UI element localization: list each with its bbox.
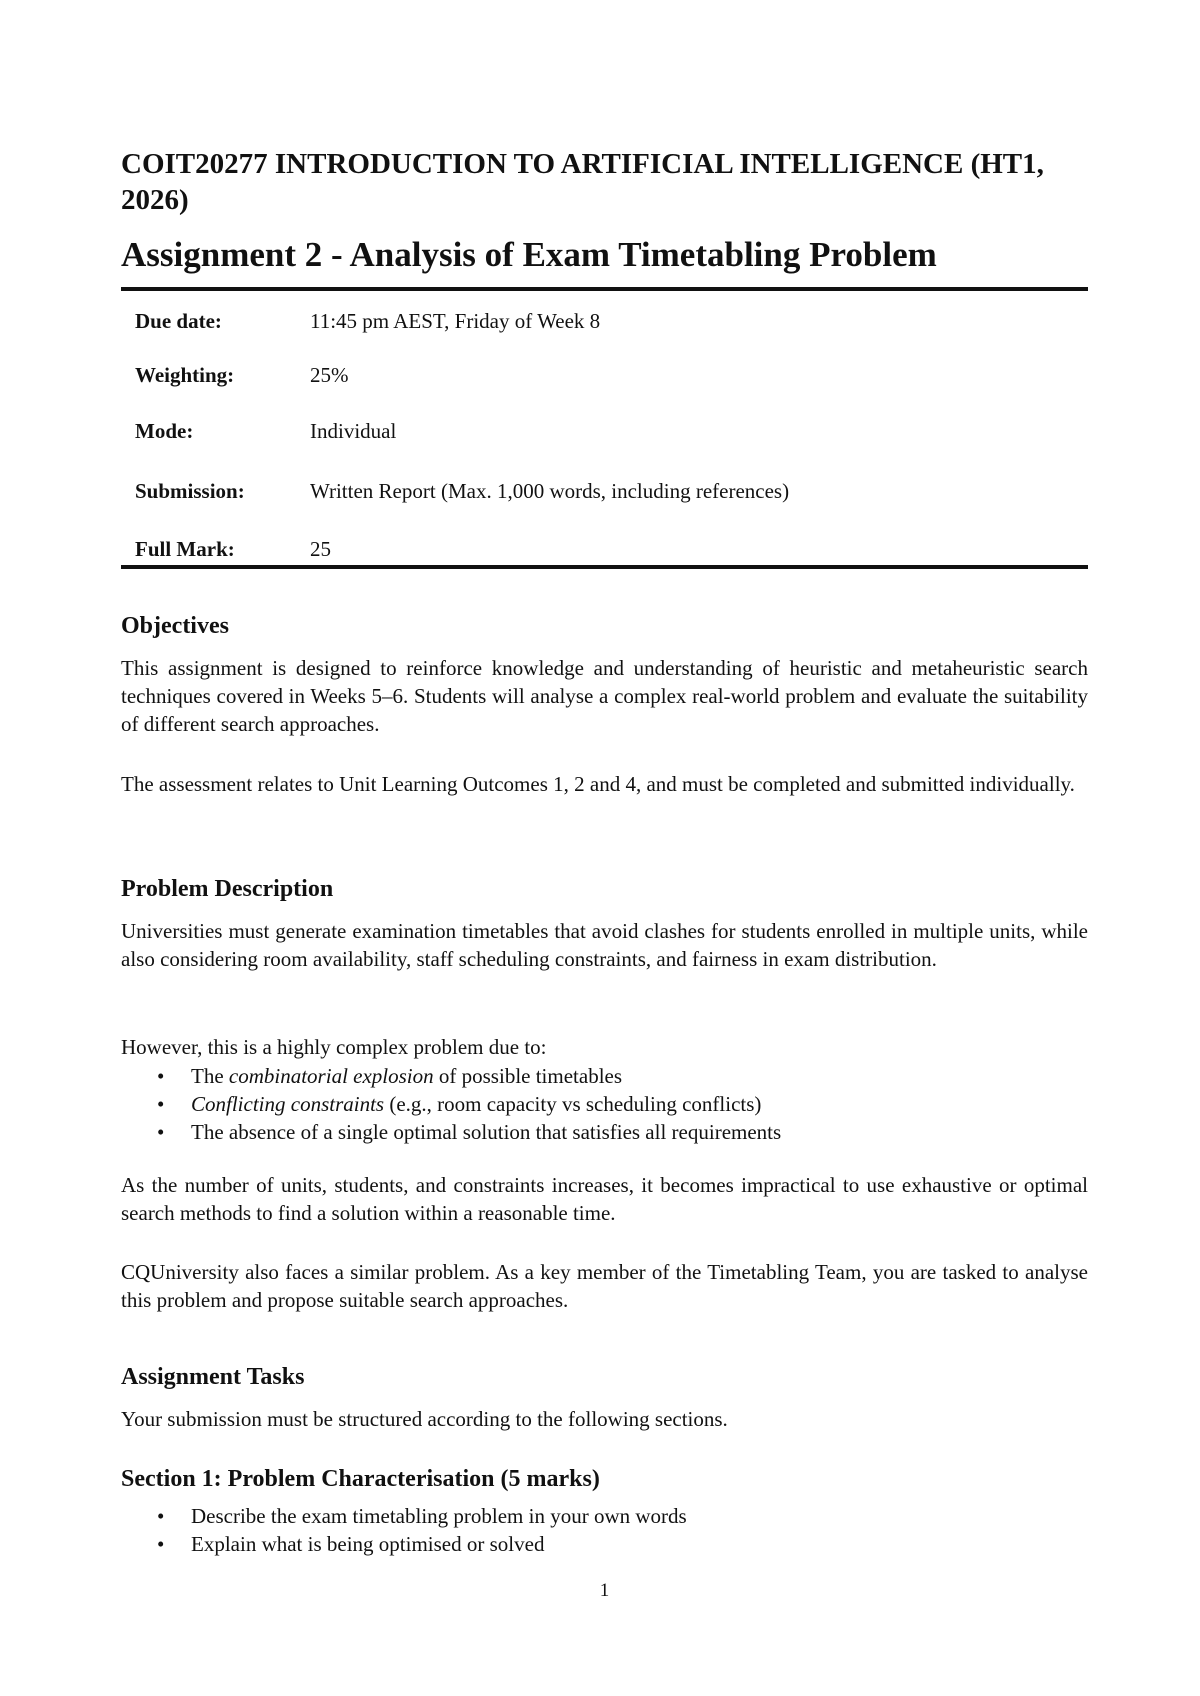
objectives-paragraph-1: This assignment is designed to reinforce knowledge and understanding of heuristic and metaheuristic search techniques covered in Weeks 5–6. Students will analyse a complex real-world problem and evaluate the suitability of different search approaches. bbox=[121, 656, 1088, 736]
info-label: Weighting: bbox=[135, 363, 235, 387]
page-number: 1 bbox=[599, 1580, 610, 1601]
info-label: Due date: bbox=[135, 309, 222, 333]
info-label: Mode: bbox=[135, 419, 194, 443]
objectives-heading: Objectives bbox=[121, 613, 229, 639]
info-value: Written Report (Max. 1,000 words, including references) bbox=[310, 479, 790, 503]
info-label: Submission: bbox=[135, 479, 245, 503]
problem-paragraph-3: CQUniversity also faces a similar problem. As a key member of the Timetabling Team, you are tasked to analyse this problem and propose suitable search approaches. bbox=[121, 1260, 1088, 1312]
objectives-paragraph-2: The assessment relates to Unit Learning Outcomes 1, 2 and 4, and must be completed and submitted individually. bbox=[121, 772, 1075, 796]
section-1-bullet-list bbox=[121, 1502, 687, 1558]
info-value: 25 bbox=[310, 537, 331, 561]
problem-intro: However, this is a highly complex problem due to: bbox=[121, 1035, 547, 1059]
info-value: 11:45 pm AEST, Friday of Week 8 bbox=[310, 309, 601, 333]
bullet-icon: • bbox=[157, 1092, 165, 1116]
table-bottom-rule bbox=[121, 565, 1088, 569]
info-label: Full Mark: bbox=[135, 537, 235, 561]
document-page bbox=[121, 0, 1088, 1696]
tasks-intro: Your submission must be structured according to the following sections. bbox=[121, 1407, 728, 1431]
course-title: COIT20277 INTRODUCTION TO ARTIFICIAL INTELLIGENCE (HT1, 2026) bbox=[121, 148, 1044, 216]
bullet-icon: • bbox=[157, 1532, 165, 1556]
bullet-icon: • bbox=[157, 1504, 165, 1528]
problem-bullet-list bbox=[121, 1062, 781, 1146]
tasks-heading: Assignment Tasks bbox=[121, 1364, 305, 1390]
list-item: • The absence of a single optimal solution that satisfies all requirements bbox=[157, 1120, 782, 1144]
list-item: • The combinatorial explosion of possible timetables bbox=[157, 1064, 623, 1088]
problem-heading: Problem Description bbox=[121, 876, 334, 902]
info-value: Individual bbox=[310, 419, 397, 443]
list-item: • Explain what is being optimised or solved bbox=[157, 1532, 545, 1556]
problem-paragraph-2: As the number of units, students, and constraints increases, it becomes impractical to use exhaustive or optimal search methods to find a solution within a reasonable time. bbox=[121, 1173, 1088, 1225]
problem-paragraph-1: Universities must generate examination timetables that avoid clashes for students enrolled in multiple units, while also considering room availability, staff scheduling constraints, and fairness in exam distribution. bbox=[121, 919, 1088, 971]
bullet-icon: • bbox=[157, 1120, 165, 1144]
section-1-heading: Section 1: Problem Characterisation (5 marks) bbox=[121, 1466, 600, 1492]
list-item: • Conflicting constraints (e.g., room capacity vs scheduling conflicts) bbox=[157, 1092, 762, 1116]
info-value: 25% bbox=[310, 363, 349, 387]
table-top-rule bbox=[121, 287, 1088, 291]
assignment-title: Assignment 2 - Analysis of Exam Timetabling Problem bbox=[121, 235, 937, 274]
list-item: • Describe the exam timetabling problem in your own words bbox=[157, 1504, 687, 1528]
bullet-icon: • bbox=[157, 1064, 165, 1088]
